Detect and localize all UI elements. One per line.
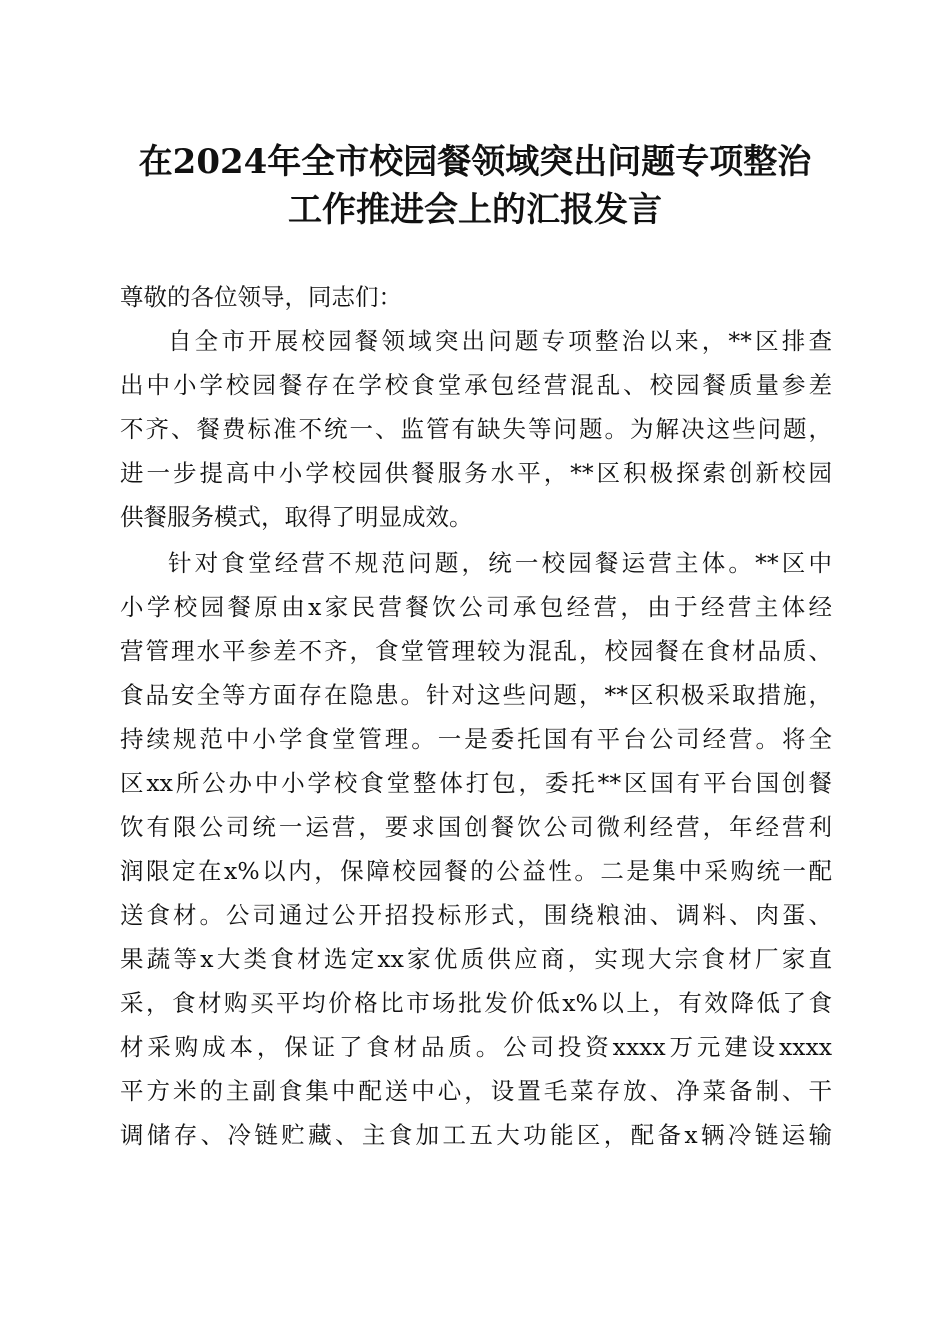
paragraph-2-line: 调储存、冷链贮藏、主食加工五大功能区，配备x辆冷链运输 [120, 1121, 832, 1149]
paragraph-2-line: 持续规范中小学食堂管理。一是委托国有平台公司经营。将全 [120, 725, 832, 753]
paragraph-2-line: 饮有限公司统一运营，要求国创餐饮公司微利经营，年经营利 [120, 813, 832, 841]
paragraph-1-line: 供餐服务模式，取得了明显成效。 [120, 503, 473, 531]
salutation: 尊敬的各位领导，同志们： [120, 283, 402, 311]
document-title-line-2: 工作推进会上的汇报发言 [288, 190, 662, 230]
paragraph-1-line: 进一步提高中小学校园供餐服务水平，**区积极探索创新校园 [120, 459, 832, 487]
paragraph-1-line: 不齐、餐费标准不统一、监管有缺失等问题。为解决这些问题， [120, 415, 832, 443]
paragraph-2-line: 润限定在x%以内，保障校园餐的公益性。二是集中采购统一配 [120, 857, 832, 885]
paragraph-2-line: 平方米的主副食集中配送中心，设置毛菜存放、净菜备制、干 [120, 1077, 832, 1105]
document-title-line-1: 在2024年全市校园餐领域突出问题专项整治 [138, 142, 812, 182]
paragraph-2-line: 材采购成本，保证了食材品质。公司投资xxxx万元建设xxxx [120, 1033, 832, 1061]
paragraph-2-line: 小学校园餐原由x家民营餐饮公司承包经营，由于经营主体经 [120, 593, 832, 621]
paragraph-2-line: 营管理水平参差不齐，食堂管理较为混乱，校园餐在食材品质、 [120, 637, 832, 665]
paragraph-2-line: 食品安全等方面存在隐患。针对这些问题，**区积极采取措施， [120, 681, 832, 709]
paragraph-2-line: 区xx所公办中小学校食堂整体打包，委托**区国有平台国创餐 [120, 769, 832, 797]
paragraph-2-line: 采，食材购买平均价格比市场批发价低x%以上，有效降低了食 [120, 989, 832, 1017]
paragraph-1-line: 自全市开展校园餐领域突出问题专项整治以来，**区排查 [168, 327, 832, 355]
paragraph-2-line: 针对食堂经营不规范问题，统一校园餐运营主体。**区中 [168, 549, 832, 577]
paragraph-2-line: 送食材。公司通过公开招投标形式，围绕粮油、调料、肉蛋、 [120, 901, 832, 929]
paragraph-1-line: 出中小学校园餐存在学校食堂承包经营混乱、校园餐质量参差 [120, 371, 832, 399]
paragraph-2-line: 果蔬等x大类食材选定xx家优质供应商，实现大宗食材厂家直 [120, 945, 832, 973]
